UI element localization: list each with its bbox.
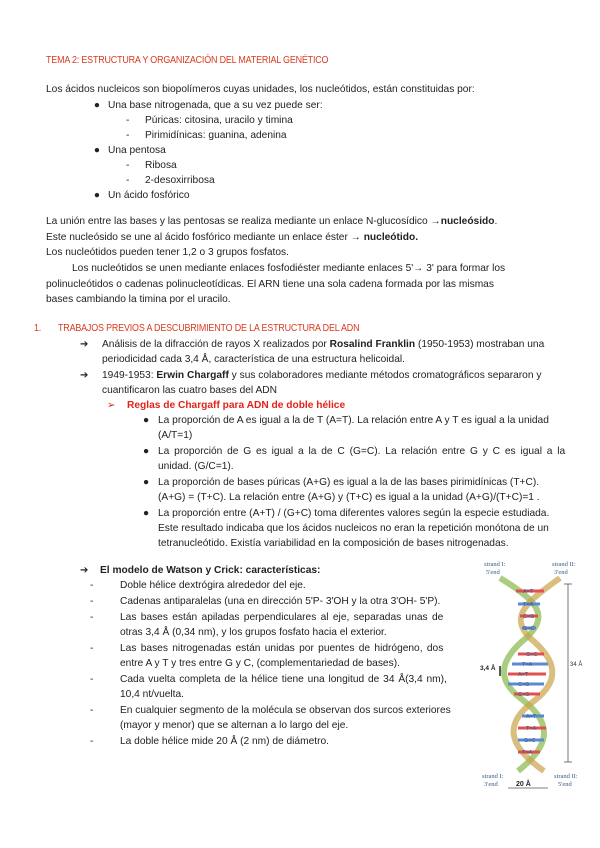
strand-end-label: 3'end	[484, 781, 498, 788]
length-34-label: 34 Å	[570, 662, 583, 668]
length-3-4-label: 3,4 Å	[480, 665, 496, 672]
strand-end-label: 3'end	[554, 569, 568, 576]
wc-item: 10,4 nt/vuelta.	[120, 689, 185, 700]
wc-item: otras 3,4 Å (0,34 nm), y los grupos fosfato hacia el exterior.	[120, 627, 387, 638]
wc-item: Las bases están apiladas perpendiculares al eje, separadas unas de	[120, 612, 444, 623]
base-pair-label: T=A	[522, 750, 533, 756]
wc-item: Cadenas antiparalelas (una en dirección 5'P- 3'OH y la otra 3'OH- 5'P).	[120, 596, 441, 607]
page-title: TEMA 2: ESTRUCTURA Y ORGANIZACIÓN DEL MATERIAL GENÉTICO	[46, 55, 329, 66]
list-subitem-text: 2-desoxirribosa	[145, 175, 215, 186]
base-pair-label: G≡C	[523, 626, 535, 632]
strand-label: strand I:	[482, 773, 504, 780]
bullet-icon: ●	[143, 477, 150, 488]
wc-item: Las bases nitrogenadas están unidas por puentes de hidrógeno, dos	[120, 643, 444, 654]
list-subitem: -	[126, 130, 130, 141]
strand-end-label: 5'end	[486, 569, 500, 576]
base-pair-label: T=A	[522, 662, 533, 668]
rule-line: Este resultado indicaba que los ácidos nucleicos no eran la repetición monótona de un	[158, 523, 549, 534]
rule-line: (A+G) = (T+C). La relación entre (A+G) y (T+C) es igual a la unidad (A+G)/(T+C)=1 .	[158, 492, 540, 503]
dash: -	[90, 580, 94, 591]
rule-line: unidad. (G/C=1).	[158, 461, 234, 472]
wc-item: Doble hélice dextrógira alrededor del eje.	[120, 580, 306, 591]
paragraph: Los nucleótidos se unen mediante enlaces fosfodiéster mediante enlaces 5'→ 3' para formar los	[72, 263, 506, 274]
base-pair-label: C≡G	[518, 692, 530, 698]
arrow-icon: ➔	[80, 339, 89, 350]
arrow-icon: ➔	[80, 565, 89, 576]
triangle-arrow-icon: ➢	[107, 400, 116, 411]
dna-double-helix-figure	[478, 556, 588, 796]
strand-label: strand II:	[552, 561, 576, 568]
dash: -	[90, 596, 94, 607]
dash: -	[90, 705, 94, 716]
rule-line: La proporción entre (A+T) / (G+C) toma diferentes valores según la especie estudiada.	[158, 508, 550, 519]
wc-item: La doble hélice mide 20 Å (2 nm) de diámetro.	[120, 736, 329, 747]
paragraph: La unión entre las bases y las pentosas se realiza mediante un enlace N-glucosídico →nucleósido.	[46, 216, 498, 227]
bullet-icon: ●	[93, 190, 101, 201]
rule-line: tetranucleótido. Existía variabilidad en la composición de bases nitrogenadas.	[158, 538, 509, 549]
rule-line: La proporción de bases púricas (A+G) es igual a la de las bases pirimidínicas (T+C).	[158, 477, 540, 488]
base-pair-label: C≡G	[523, 614, 535, 620]
strand-label: strand I:	[484, 561, 506, 568]
rule-line: La proporción de A es igual a la de T (A=T). La relación entre A y T es igual a la unidad	[158, 415, 549, 426]
bullet-icon: ●	[143, 446, 150, 457]
strand-label: strand II:	[554, 773, 578, 780]
dash: -	[90, 736, 94, 747]
bullet-icon: ●	[143, 415, 150, 426]
paragraph: 1949-1953: Erwin Chargaff y sus colaboradores mediante métodos cromatográficos separaron y	[102, 370, 542, 381]
strand-end-label: 5'end	[558, 781, 572, 788]
wc-item: (mayor y menor) que se alternan a lo largo del eje.	[120, 720, 349, 731]
dash: -	[90, 674, 94, 685]
list-subitem: -	[126, 115, 130, 126]
bullet-icon: ●	[93, 145, 101, 156]
wc-item: Cada vuelta completa de la hélice tiene una longitud de 34 Å(3,4 nm),	[120, 674, 447, 685]
base-pair-label: G≡C	[526, 652, 538, 658]
list-subitem-text: Pirimidínicas: guanina, adenina	[145, 130, 287, 141]
wc-item: entre A y T y tres entre G y C, (complementariedad de bases).	[120, 658, 400, 669]
rules-title: Reglas de Chargaff para ADN de doble hélice	[127, 400, 346, 411]
paragraph: bases cambiando la timina por el uracilo.	[46, 294, 231, 305]
rule-line: La proporción de G es igual a la de C (G=C). La relación entre G y C es igual a la	[158, 446, 566, 457]
arrow-icon: ➔	[80, 370, 89, 381]
paragraph: Análisis de la difracción de rayos X realizados por Rosalind Franklin (1950-1953) mostraban una	[102, 339, 545, 350]
base-pair-label: A=T	[518, 672, 529, 678]
base-pair-label: T=A	[523, 602, 534, 608]
paragraph: cuantificaron las cuatro bases del ADN	[102, 385, 277, 396]
paragraph: Este nucleósido se une al ácido fosfórico mediante un enlace éster → nucleótido.	[46, 232, 419, 243]
width-20-label: 20 Å	[516, 781, 531, 788]
wc-title: El modelo de Watson y Crick: características:	[100, 565, 321, 576]
bullet-icon: ●	[93, 100, 101, 111]
base-pair-label: C≡G	[518, 682, 530, 688]
list-subitem-text: Púricas: citosina, uracilo y timina	[145, 115, 293, 126]
bullet-icon: ●	[143, 508, 150, 519]
rule-line: (A/T=1)	[158, 430, 193, 441]
dash: -	[90, 612, 94, 623]
dash: -	[90, 643, 94, 654]
paragraph: periodicidad cada 3,4 Å, característica de una estructura helicoidal.	[102, 354, 405, 365]
paragraph: Los nucleótidos pueden tener 1,2 o 3 grupos fosfatos.	[46, 247, 289, 258]
list-subitem: -	[126, 160, 130, 171]
list-subitem-text: Ribosa	[145, 160, 177, 171]
base-pair-label: A=T	[526, 714, 537, 720]
section-title: TRABAJOS PREVIOS A DESCUBRIMIENTO DE LA ESTRUCTURA DEL ADN	[58, 323, 360, 334]
wc-item: En cualquier segmento de la molécula se observan dos surcos exteriores	[120, 705, 451, 716]
paragraph: polinucleótidos o cadenas polinucleotídicas. El ARN tiene una sola cadena formada por las mismas	[46, 279, 494, 290]
base-pair-label: T=A	[526, 726, 537, 732]
base-pair-label: A=T	[523, 589, 534, 595]
intro-lead: Los ácidos nucleicos son biopolímeros cuyas unidades, los nucleótidos, están constituidas por:	[46, 84, 475, 95]
section-number: 1.	[34, 323, 42, 334]
base-pair-label: G≡C	[524, 738, 536, 744]
list-subitem: -	[126, 175, 130, 186]
